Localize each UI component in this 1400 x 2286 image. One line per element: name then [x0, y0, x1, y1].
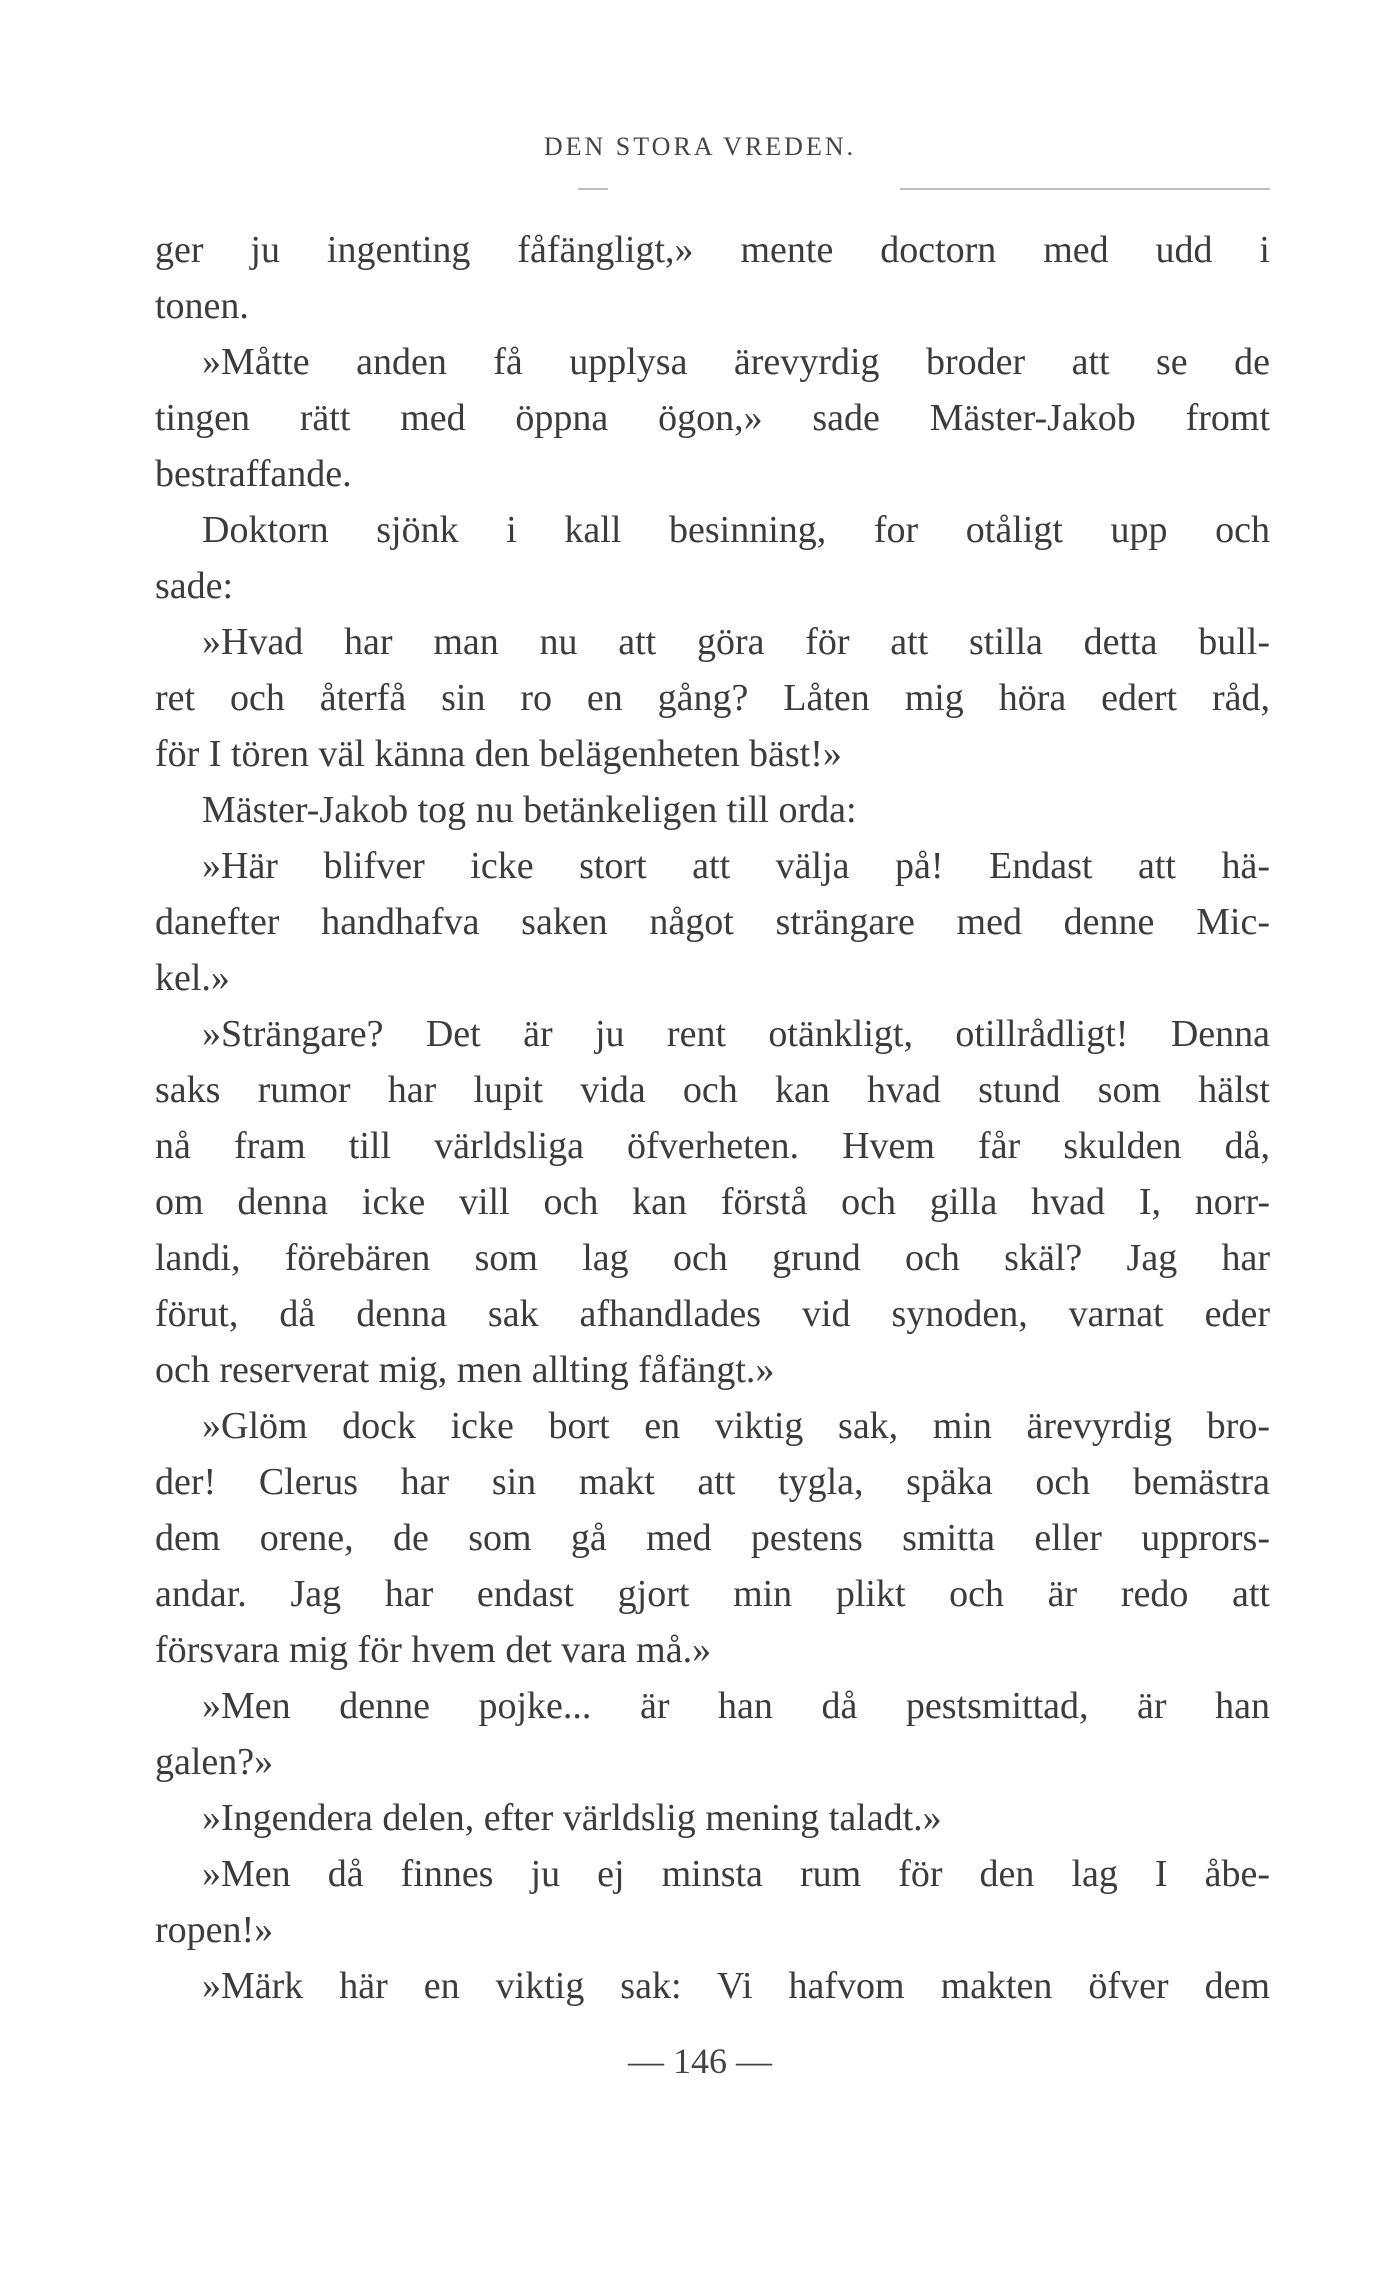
text-line: »Men då finnes ju ej minsta rum för den lag I åbe- — [202, 1853, 1270, 1895]
text-line: ger ju ingenting fåfängligt,» mente doctorn med udd i — [155, 229, 1270, 271]
running-head: DEN STORA VREDEN. — [543, 132, 857, 161]
text-line: tingen rätt med öppna ögon,» sade Mäster-Jakob fromt — [155, 397, 1270, 439]
text-line: förut, då denna sak afhandlades vid synoden, varnat eder — [155, 1293, 1270, 1335]
text-line: om denna icke vill och kan förstå och gilla hvad I, norr- — [155, 1181, 1270, 1223]
text-line: ret och återfå sin ro en gång? Låten mig höra edert råd, — [155, 677, 1270, 719]
header-rule-right — [900, 188, 1270, 190]
text-line: kel.» — [155, 957, 230, 999]
text-line: »Här blifver icke stort att välja på! Endast att hä- — [202, 845, 1270, 887]
text-line: galen?» — [155, 1741, 274, 1783]
text-line: och reserverat mig, men allting fåfängt.» — [155, 1349, 775, 1391]
text-line: bestraffande. — [155, 453, 352, 495]
text-line: »Hvad har man nu att göra för att stilla detta bull- — [202, 621, 1270, 663]
text-line: landi, förebären som lag och grund och skäl? Jag har — [155, 1237, 1270, 1279]
text-line: »Märk här en viktig sak: Vi hafvom makten öfver dem — [202, 1965, 1270, 2007]
text-line: »Strängare? Det är ju rent otänkligt, otillrådligt! Denna — [202, 1013, 1270, 1055]
text-line: för I tören väl känna den belägenheten bäst!» — [155, 733, 842, 775]
text-line: »Ingendera delen, efter världslig mening taladt.» — [202, 1797, 942, 1839]
text-line: sade: — [155, 565, 234, 607]
text-line: ropen!» — [155, 1909, 274, 1951]
text-line: nå fram till världsliga öfverheten. Hvem får skulden då, — [155, 1125, 1270, 1167]
body-text — [155, 222, 1270, 2014]
text-line: »Glöm dock icke bort en viktig sak, min ärevyrdig bro- — [202, 1405, 1270, 1447]
text-line: danefter handhafva saken något strängare med denne Mic- — [155, 901, 1270, 943]
text-line: »Men denne pojke... är han då pestsmittad, är han — [202, 1685, 1270, 1727]
text-line: Doktorn sjönk i kall besinning, for otåligt upp och — [202, 509, 1270, 551]
text-line: »Måtte anden få upplysa ärevyrdig broder att se de — [202, 341, 1270, 383]
header-rule-left — [578, 188, 608, 190]
text-line: försvara mig för hvem det vara må.» — [155, 1629, 712, 1671]
text-line: dem orene, de som gå med pestens smitta eller upprors- — [155, 1517, 1270, 1559]
text-line: tonen. — [155, 285, 249, 327]
page-number: — 146 — — [628, 2041, 772, 2081]
text-line: Mäster-Jakob tog nu betänkeligen till orda: — [202, 789, 857, 831]
text-line: der! Clerus har sin makt att tygla, späka och bemästra — [155, 1461, 1270, 1503]
text-line: saks rumor har lupit vida och kan hvad stund som hälst — [155, 1069, 1270, 1111]
text-line: andar. Jag har endast gjort min plikt och är redo att — [155, 1573, 1270, 1615]
